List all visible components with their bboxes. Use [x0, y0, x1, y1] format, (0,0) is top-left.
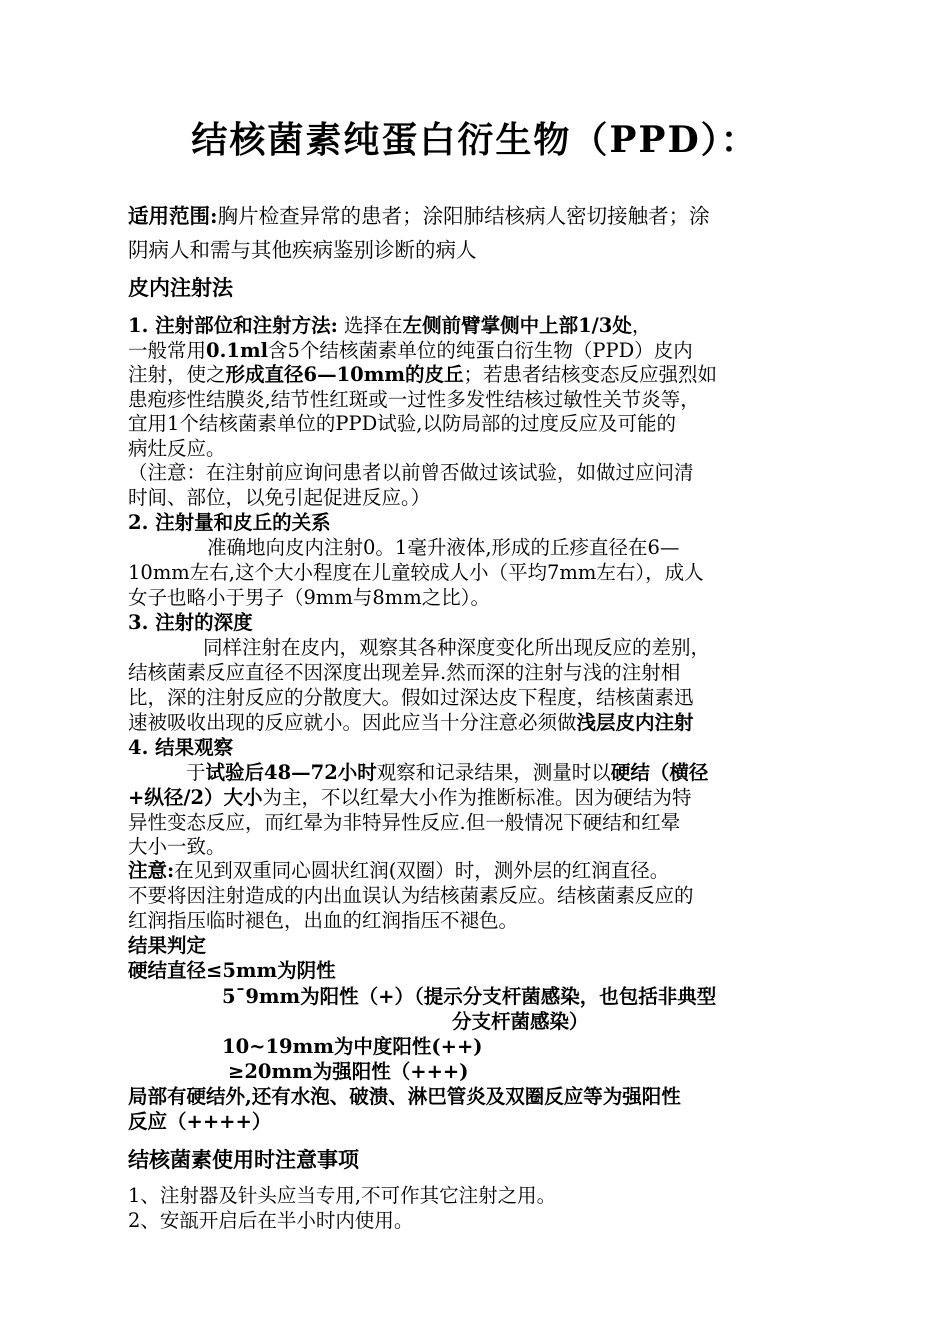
- s4-text: 为主，不以红晕大小作为推断标准。因为硬结为特: [262, 786, 692, 809]
- s4-induration-size: +纵径/2）大小: [128, 786, 263, 809]
- s4-note-label: 注意:: [128, 859, 175, 882]
- s3-emphasis: 浅层皮内注射: [576, 711, 694, 734]
- result-strong: ≥20mm为强阳性（+++): [228, 1060, 469, 1083]
- s4-note-text: 在见到双重同心圆状红润(双圈）时，测外层的红润直径。: [174, 859, 670, 882]
- scope-line-2: 阴病人和需与其他疾病鉴别诊断的病人: [128, 238, 477, 262]
- s1-line-2: [128, 339, 693, 363]
- s1-text: ；若患者结核变态反应强烈如: [463, 363, 718, 386]
- s3-line-3: 比，深的注射反应的分散度大。假如过深达皮下程度，结核菌素迅: [128, 686, 694, 709]
- s3-text: 速被吸收出现的反应就小。因此应当十分注意必须做: [128, 711, 577, 734]
- s1-text: 注射，使之: [128, 363, 226, 386]
- s1-text: 含5个结核菌素单位的纯蛋白衍生物（PPD）皮内: [267, 339, 693, 362]
- result-very-strong-1: 局部有硬结外,还有水泡、破溃、淋巴管炎及双圈反应等为强阳性: [128, 1085, 681, 1108]
- s3-heading: 3. 注射的深度: [128, 611, 253, 634]
- result-heading: 结果判定: [128, 934, 207, 957]
- s1-text: 选择在: [337, 314, 403, 337]
- result-positive: 5¯9mm为阳性（+）（提示分支杆菌感染，也包括非典型: [222, 985, 717, 1008]
- s4-heading: 4. 结果观察: [128, 736, 234, 759]
- result-moderate: 10~19mm为中度阳性(++): [222, 1035, 483, 1058]
- s2-line-1: 准确地向皮内注射0。1毫升液体,形成的丘疹直径在6—: [207, 536, 680, 559]
- s1-site: 左侧前臂掌侧中上部1/3处: [402, 314, 632, 337]
- s1-comma: ，: [631, 314, 652, 337]
- s4-induration: 硬结（横径: [610, 761, 709, 784]
- s4-note-line-1: [128, 859, 669, 883]
- notes-item-2: 2、安瓿开启后在半小时内使用。: [128, 1209, 414, 1232]
- s1-line-1: [128, 314, 651, 338]
- s3-line-2: 结核菌素反应直径不因深度出现差异.然而深的注射与浅的注射相: [128, 661, 681, 684]
- method-heading: 皮内注射法: [128, 275, 233, 300]
- s1-line-6: 病灶反应。: [128, 437, 226, 460]
- document-title: 结核菌素纯蛋白衍生物（PPD）：: [191, 119, 759, 161]
- s1-heading: 1. 注射部位和注射方法:: [128, 314, 338, 337]
- s4-note-line-3: 红润指压临时褪色，出血的红润指压不褪色。: [128, 909, 519, 932]
- notes-heading: 结核菌素使用时注意事项: [128, 1147, 359, 1172]
- s4-note-line-2: 不要将因注射造成的内出血误认为结核菌素反应。结核菌素反应的: [128, 884, 694, 907]
- notes-item-1: 1、注射器及针头应当专用,不可作其它注射之用。: [128, 1184, 557, 1207]
- scope-label: 适用范围:: [128, 204, 218, 228]
- s1-text: 一般常用: [128, 339, 207, 362]
- result-negative: 硬结直径≤5mm为阴性: [128, 959, 336, 982]
- s1-line-3: [128, 363, 717, 387]
- s2-line-2: 10mm左右,这个大小程度在儿童较成人小（平均7mm左右），成人: [128, 561, 704, 584]
- result-very-strong-2: 反应（++++）: [128, 1110, 272, 1133]
- s2-line-3: 女子也略小于男子（9mm与8mm之比）。: [128, 586, 491, 609]
- s4-line-2: [128, 786, 692, 810]
- s1-note-2: 时间、部位，以免引起促进反应。）: [128, 486, 431, 509]
- s1-dose: 0.1ml: [206, 339, 268, 362]
- s3-line-1: 同样注射在皮内，观察其各种深度变化所出现反应的差别，: [203, 636, 711, 659]
- s4-line-4: 大小一致。: [128, 835, 226, 858]
- s1-line-4: 患疱疹性结膜炎,结节性红斑或一过性多发性结核过敏性关节炎等，: [128, 388, 700, 411]
- s2-heading: 2. 注射量和皮丘的关系: [128, 511, 331, 534]
- s1-line-5: 宜用1个结核菌素单位的PPD试验,以防局部的过度反应及可能的: [128, 412, 676, 435]
- scope-line-1: [128, 202, 710, 230]
- result-positive-cont: 分支杆菌感染）: [452, 1010, 589, 1033]
- s3-line-4: [128, 711, 694, 735]
- s4-text: 于: [186, 761, 206, 784]
- s1-note-1: （注意：在注射前应询问患者以前曾否做过该试验，如做过应问清: [128, 461, 694, 484]
- s4-line-3: 异性变态反应，而红晕为非特异性反应.但一般情况下硬结和红晕: [128, 811, 681, 834]
- s4-line-1: [186, 761, 708, 785]
- scope-text-1: 胸片检查异常的患者；涂阳肺结核病人密切接触者；涂: [217, 204, 710, 228]
- s4-timing: 试验后48—72小时: [205, 761, 377, 784]
- s4-text: 观察和记录结果，测量时以: [376, 761, 611, 784]
- s1-wheal: 形成直径6—10mm的皮丘: [225, 363, 464, 386]
